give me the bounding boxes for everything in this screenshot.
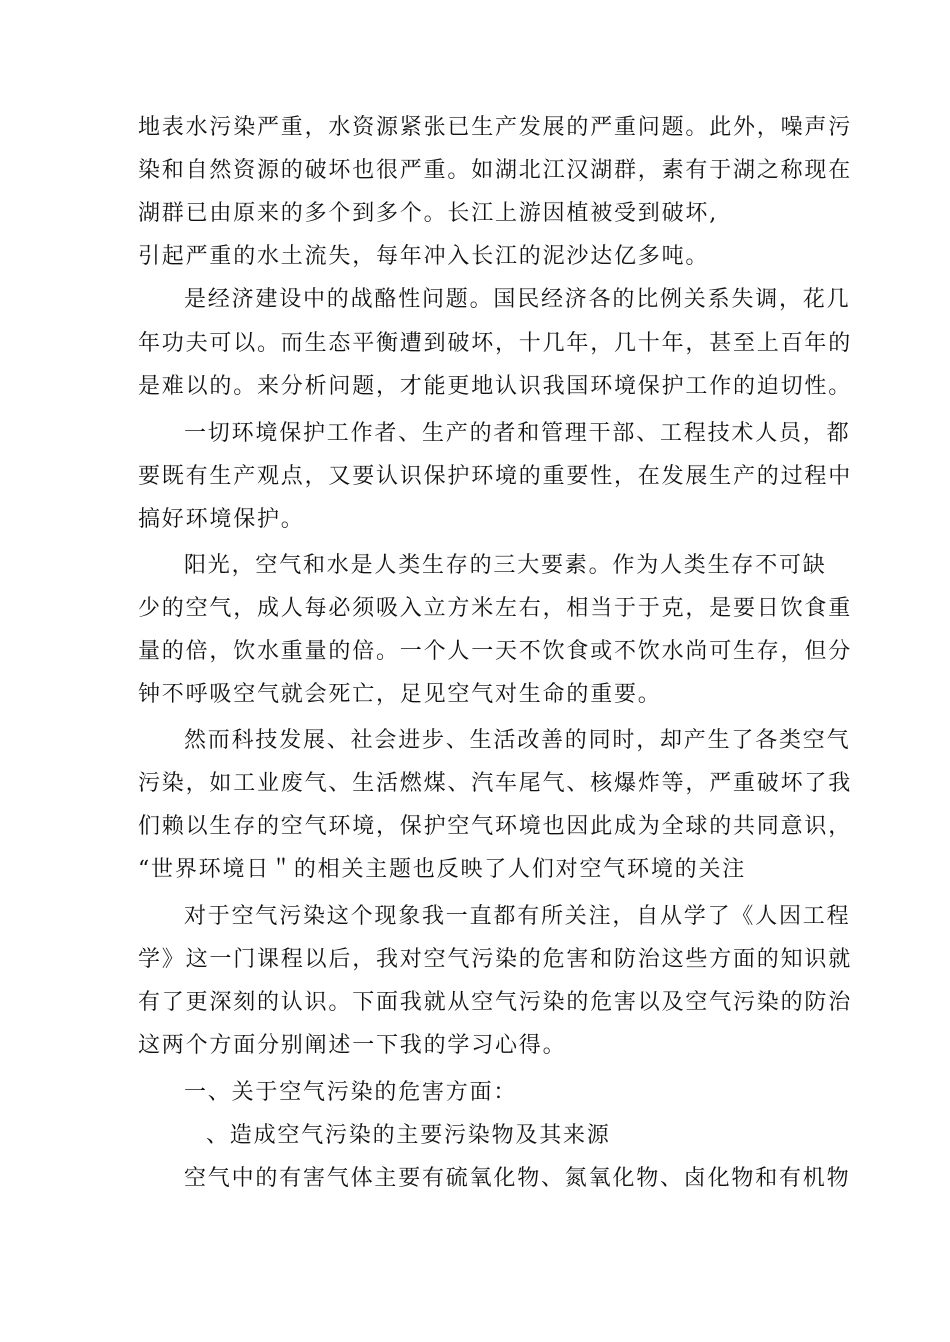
paragraph-first-line: 是经济建设中的战酪性问题。国民经济各的比例关系失调，花几 [184, 287, 851, 312]
text-line: 有了更深刻的认识。下面我就从空气污染的危害以及空气污染的防治 [138, 990, 853, 1015]
subsection-heading: 、造成空气污染的主要污染物及其来源 [206, 1123, 611, 1148]
text-line: 湖群已由原来的多个到多个。长江上游因植被受到破坏, [138, 201, 718, 226]
paragraph-first-line: 一切环境保护工作者、生产的者和管理干部、工程技术人员，都 [184, 421, 851, 446]
paragraph-first-line: 然而科技发展、社会进步、生活改善的同时，却产生了各类空气 [184, 728, 851, 753]
section-heading: 一、关于空气污染的危害方面： [184, 1080, 518, 1105]
paragraph-first-line: 阳光，空气和水是人类生存的三大要素。作为人类生存不可缺 [184, 553, 827, 578]
text-line: “世界环境日＂的相关主题也反映了人们对空气环境的关注 [138, 857, 747, 882]
text-line: 地表水污染严重，水资源紧张已生产发展的严重问题。此外，噪声污 [138, 115, 853, 140]
text-line: 污染，如工业废气、生活燃煤、汽车尾气、核爆炸等，严重破坏了我 [138, 771, 853, 796]
text-line: 年功夫可以。而生态平衡遭到破坏，十几年，几十年，甚至上百年的 [138, 331, 853, 356]
text-line: 少的空气，成人每必须吸入立方米左右，相当于于克，是要日饮食重 [138, 596, 853, 621]
text-line: 们赖以生存的空气环境，保护空气环境也因此成为全球的共同意识， [138, 814, 853, 839]
text-line: 量的倍，饮水重量的倍。一个人一天不饮食或不饮水尚可生存，但分 [138, 639, 853, 664]
text-line: 搞好环境保护。 [138, 507, 305, 532]
text-line: 是难以的。来分析问题，才能更地认识我国环境保护工作的迫切性。 [138, 374, 853, 399]
text-line: 这两个方面分别阐述一下我的学习心得。 [138, 1033, 567, 1058]
text-line: 要既有生产观点，又要认识保护环境的重要性，在发展生产的过程中 [138, 464, 853, 489]
text-line: 染和自然资源的破坏也很严重。如湖北江汉湖群，素有于湖之称现在 [138, 158, 853, 183]
text-line: 引起严重的水土流失，每年冲入长江的泥沙达亿多吨。 [138, 244, 710, 269]
text-line: 学》这一门课程以后，我对空气污染的危害和防治这些方面的知识就 [138, 947, 853, 972]
paragraph-first-line: 对于空气污染这个现象我一直都有所关注，自从学了《人因工程 [184, 904, 851, 929]
paragraph-first-line: 空气中的有害气体主要有硫氧化物、氮氧化物、卤化物和有机物 [184, 1166, 851, 1191]
text-line: 钟不呼吸空气就会死亡，足见空气对生命的重要。 [138, 682, 662, 707]
